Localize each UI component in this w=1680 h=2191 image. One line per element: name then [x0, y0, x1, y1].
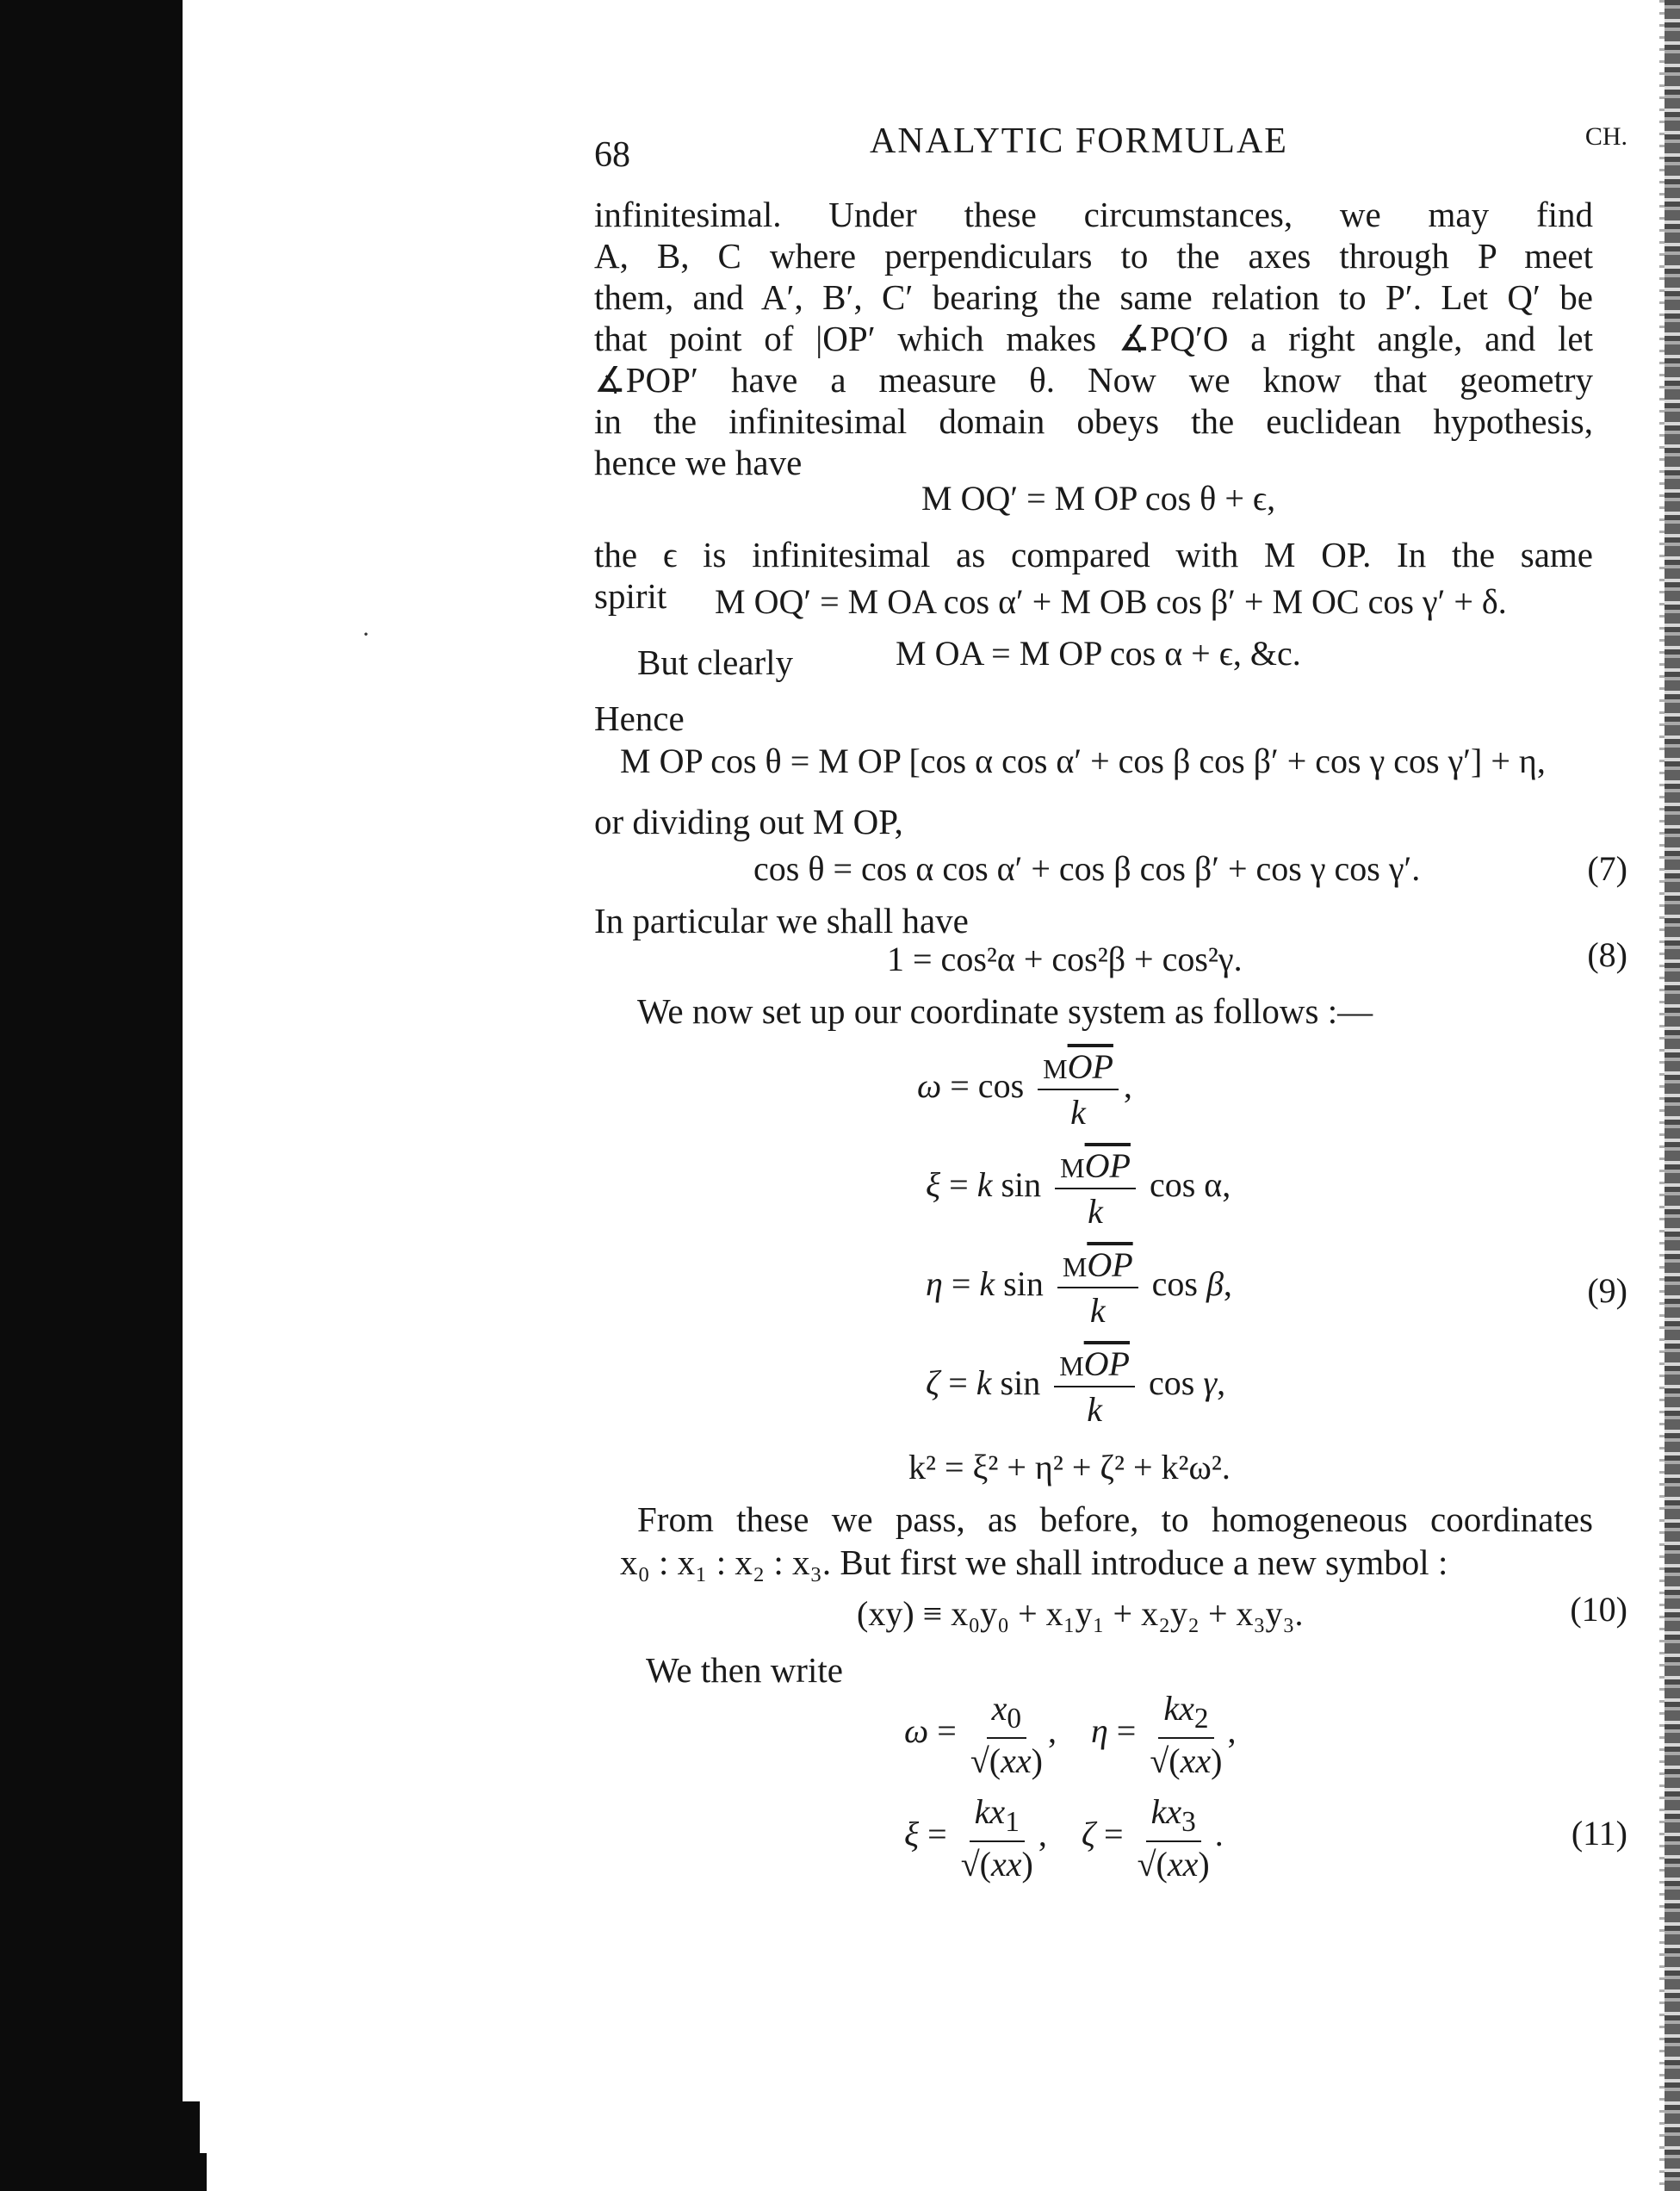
scan-speck: · [362, 620, 370, 649]
chapter-mark: CH. [1584, 122, 1627, 151]
equation-number: (7) [1587, 849, 1627, 888]
equation: (xy) ≡ x₀y₀ + x₁y₁ + x₂y₂ + x₃y₃. [857, 1594, 1304, 1633]
text-line: hence we have [594, 443, 803, 482]
text-line: or dividing out M OP, [594, 802, 903, 841]
equation-zeta: ζ = k sin $\frac{M\overline{OP}}{k}$ cos γ, [926, 1344, 1226, 1429]
equation: M OQ′ = M OP cos θ + ϵ, [921, 479, 1276, 518]
book-spine-shadow-bottom-2 [0, 2153, 207, 2191]
text-line: In particular we shall have [594, 901, 969, 940]
equation: 1 = cos²α + cos²β + cos²γ. [887, 940, 1243, 978]
text-line: in the infinitesimal domain obeys the euclidean hypothesis, [594, 401, 1593, 441]
equation: M OQ′ = M OA cos α′ + M OB cos β′ + M OC cos γ′ + δ. [715, 582, 1507, 621]
equation-xi: ξ = k sin $\frac{M\overline{OP}}{k}$ cos α, [926, 1146, 1231, 1231]
page-edge-right [1665, 0, 1680, 2191]
equation: M OA = M OP cos α + ϵ, &c. [896, 634, 1301, 673]
equation-number: (11) [1571, 1814, 1627, 1853]
text-line: But clearly [637, 642, 794, 682]
text-line: Hence [594, 698, 685, 738]
text-line: From these we pass, as before, to homogeneous coordinates [637, 1499, 1593, 1539]
text-line: that point of |OP′ which makes ∡PQ′O a right angle, and let [594, 319, 1593, 358]
text-line: We then write [646, 1650, 843, 1690]
equation-number: (10) [1570, 1590, 1627, 1629]
equation: M OP cos θ = M OP [cos α cos α′ + cos β cos β′ + cos γ cos γ′] + η, [620, 742, 1546, 780]
equation: k² = ξ² + η² + ζ² + k²ω². [908, 1448, 1231, 1487]
equation-number: (9) [1587, 1271, 1627, 1310]
text-line: infinitesimal. Under these circumstances, we may find [594, 195, 1593, 234]
text-line: them, and A′, B′, C′ bearing the same relation to P′. Let Q′ be [594, 277, 1593, 317]
page-title: ANALYTIC FORMULAE [870, 121, 1288, 161]
running-head [594, 121, 1627, 175]
text-line: A, B, C where perpendiculars to the axes through P meet [594, 236, 1593, 276]
page-edge-right-inner [1659, 0, 1665, 2191]
text-line: x₀ : x₁ : x₂ : x₃. But first we shall introduce a new symbol : [620, 1542, 1448, 1582]
page-number: 68 [594, 135, 630, 175]
equation-eta: η = k sin $\frac{M\overline{OP}}{k}$ cos β, [926, 1245, 1232, 1330]
equation: cos θ = cos α cos α′ + cos β cos β′ + cos γ cos γ′. [753, 849, 1421, 888]
text-line: spirit [594, 576, 667, 616]
equation-number: (8) [1587, 935, 1627, 974]
book-spine-shadow [0, 0, 183, 2191]
text-line: We now set up our coordinate system as follows :— [637, 991, 1373, 1031]
equation-omega-eta: ω = $\frac{x_0}{√(xx)}$ , η = $\frac{kx_2}{√(xx)}$ , [904, 1689, 1237, 1780]
equation-omega: ω = cos $\frac{M\overline{OP}}{k}$ , [917, 1047, 1132, 1132]
equation-xi-zeta: ξ = $\frac{kx_1}{√(xx)}$ , ζ = $\frac{kx_3}{√(xx)}$ . [904, 1792, 1224, 1884]
text-line: the ϵ is infinitesimal as compared with M OP. In the same [594, 535, 1593, 574]
text-line: ∡POP′ have a measure θ. Now we know that geometry [594, 360, 1593, 400]
